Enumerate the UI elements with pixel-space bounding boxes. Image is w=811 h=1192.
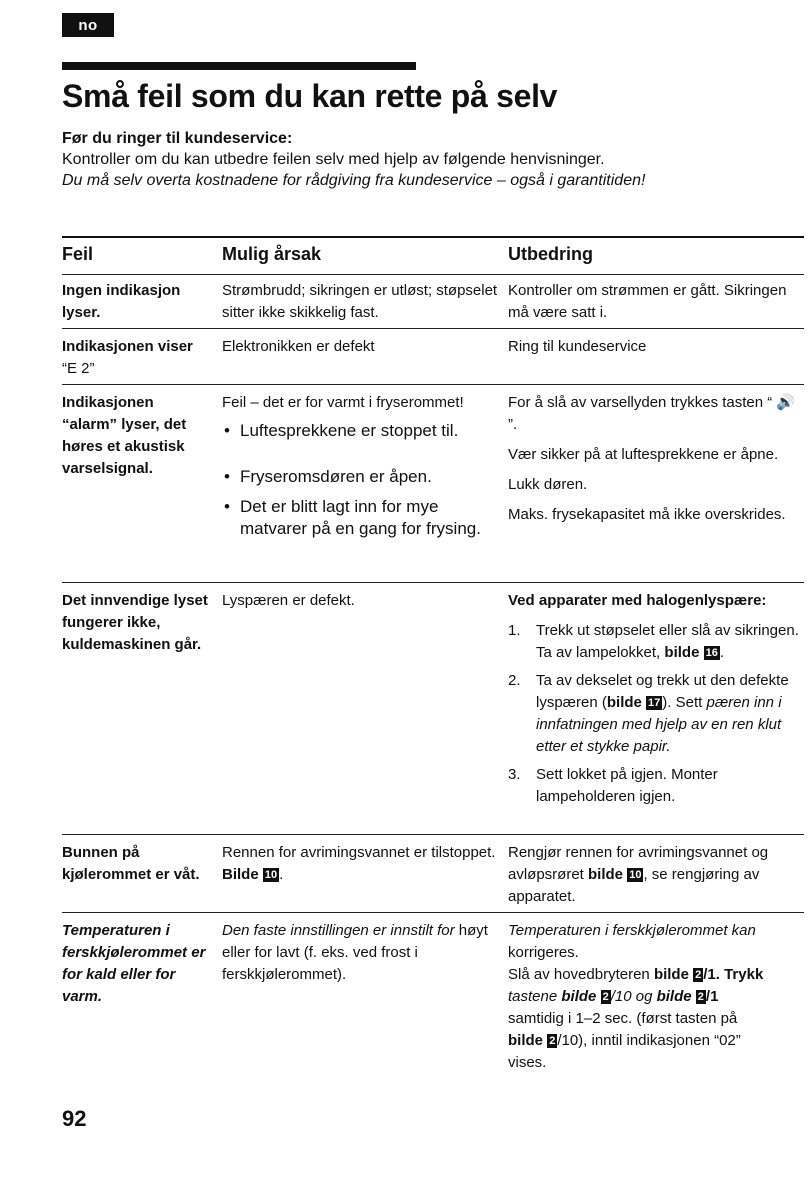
- step-text: Ta av dekselet og trekk ut den defekte lyspæren (: [536, 672, 789, 711]
- row6-arsak: [222, 920, 500, 986]
- list-item: [508, 670, 802, 758]
- row-separator: [62, 328, 804, 329]
- row5-utbedring: [508, 842, 802, 908]
- section-rule: [62, 62, 416, 70]
- row1-arsak: Strømbrudd; sikringen er utløst; støpselet sitter ikke skikkelig fast.: [222, 282, 498, 321]
- row4-feil: Det innvendige lyset fungerer ikke, kuldemaskinen går.: [62, 592, 208, 653]
- row6-feil: Temperaturen i ferskkjølerommet er for kald eller for varm.: [62, 922, 206, 1005]
- intro-line: Kontroller om du kan utbedre feilen selv med hjelp av følgende henvisninger.: [62, 151, 605, 168]
- column-header-arsak: Mulig årsak: [222, 244, 322, 264]
- figure-ref-label: bilde: [606, 694, 642, 711]
- row2-arsak: Elektronikken er defekt: [222, 338, 375, 355]
- list-item: [508, 764, 802, 808]
- row4-utbedring: [508, 590, 802, 814]
- row6-arsak-italic: Den faste innstillingen er innstilt for: [222, 922, 455, 939]
- figure-ref-label: bilde: [653, 966, 689, 983]
- figure-ref: 10: [629, 869, 642, 881]
- page-title: Små feil som du kan rette på selv: [62, 78, 558, 114]
- figure-ref-label: Bilde: [222, 866, 259, 883]
- row5-arsak: Rennen for avrimingsvannet er tilstoppet. Bilde 10 .: [222, 844, 496, 883]
- row5-utb-text: Rengjør rennen for avrimingsvannet og avløpsrøret: [508, 844, 769, 883]
- intro-heading: Før du ringer til kundeservice:: [62, 130, 293, 147]
- figure-ref: 2: [602, 991, 609, 1003]
- row6-utbedring: [508, 920, 802, 1074]
- list-item: • Fryseromsdøren er åpen.: [222, 466, 500, 488]
- row4-arsak: Lyspæren er defekt.: [222, 592, 355, 609]
- step-text: Sett lokket på igjen. Monter lampeholderen igjen.: [536, 766, 718, 805]
- row3-feil: Indikasjonen “alarm” lyser, det høres et akustisk varselsignal.: [62, 394, 187, 477]
- step-number: 3.: [508, 766, 521, 783]
- row6-utb-italic: /10 og: [610, 988, 653, 1005]
- row-separator: [62, 274, 804, 275]
- step-number: 2.: [508, 672, 521, 689]
- row6-utb-text: korrigeres.: [508, 944, 579, 961]
- intro-warning: Du må selv overta kostnadene for rådgiving fra kundeservice – også i garantitiden!: [62, 172, 646, 189]
- language-badge: no: [62, 13, 114, 37]
- row6-arsak-text: høyt eller for lavt (f. eks. ved frost i ferskkjølerommet).: [222, 922, 488, 983]
- step-number: 1.: [508, 622, 521, 639]
- row4-utb-heading: Ved apparater med halogenlyspære:: [508, 592, 767, 609]
- step-text-italic: pæren inn i innfatningen med hjelp av en ren klut etter et stykke papir.: [536, 694, 782, 755]
- row6-utb-italic: tastene: [508, 988, 558, 1005]
- column-header-feil: Feil: [62, 244, 94, 264]
- row5-utb-text: , se rengjøring av apparatet.: [508, 866, 760, 905]
- figure-ref: 2: [697, 991, 704, 1003]
- row2-feil-line2: “E 2”: [62, 360, 95, 377]
- column-header-utbedring: Utbedring: [508, 244, 593, 264]
- row3-arsak-list: [222, 420, 500, 540]
- row6-utb-text: samtidig i 1–2 sec. (først tasten på: [508, 1010, 738, 1027]
- figure-ref: 10: [264, 869, 278, 881]
- row6-utb-text: vises.: [508, 1054, 547, 1071]
- figure-ref: 2: [695, 969, 702, 981]
- row3-utb-4: Maks. frysekapasitet må ikke overskrides.: [508, 506, 786, 523]
- row-separator: [62, 582, 804, 583]
- row6-utb-italic: Temperaturen i ferskkjølerommet kan: [508, 922, 756, 939]
- header-rule: [62, 236, 804, 238]
- row5-feil: Bunnen på kjølerommet er våt.: [62, 844, 200, 883]
- figure-ref-label: bilde: [588, 866, 624, 883]
- page-number: 92: [62, 1106, 87, 1131]
- row3-utb-2: Vær sikker på at luftesprekkene er åpne.: [508, 446, 779, 463]
- row-separator: [62, 384, 804, 385]
- intro-block: [62, 128, 802, 191]
- row4-steps: [508, 620, 802, 808]
- row5-arsak-text: Rennen for avrimingsvannet er tilstoppet.: [222, 844, 496, 861]
- figure-ref-label: bilde: [561, 988, 597, 1005]
- list-item: • Luftesprekkene er stoppet til.: [222, 420, 500, 442]
- row6-utb-text: /1: [705, 988, 719, 1005]
- row3-arsak: [222, 392, 500, 548]
- step-text: ). Sett: [662, 694, 703, 711]
- row3-arsak-intro: Feil – det er for varmt i fryserommet!: [222, 394, 464, 411]
- row3-utbedring: [508, 392, 802, 526]
- row2-feil: [62, 336, 212, 380]
- figure-ref-label: bilde: [664, 644, 700, 661]
- row2-feil-line1: Indikasjonen viser: [62, 338, 193, 355]
- row3-utb-1: For å slå av varsellyden trykkes tasten “ 🔊 ”.: [508, 394, 796, 433]
- row6-utb-text: Slå av hovedbryteren: [508, 966, 650, 983]
- step-text: Trekk ut støpselet eller slå av sikringen. Ta av lampelokket,: [536, 622, 799, 661]
- row6-utb-text: /10), inntil indikasjonen “02”: [557, 1032, 741, 1049]
- row-separator: [62, 834, 804, 835]
- row3-utb-3: Lukk døren.: [508, 476, 588, 493]
- row6-utb-text: /1. Trykk: [703, 966, 764, 983]
- row-separator: [62, 912, 804, 913]
- list-item: 1. Trekk ut støpselet eller slå av sikringen. Ta av lampelokket, bilde 16 .: [508, 622, 799, 661]
- figure-ref-label: bilde: [508, 1032, 544, 1049]
- figure-ref: 17: [648, 697, 661, 709]
- list-item: • Det er blitt lagt inn for mye matvarer på en gang for frysing.: [222, 496, 500, 540]
- row1-feil: Ingen indikasjon lyser.: [62, 282, 181, 321]
- figure-ref: 16: [705, 647, 718, 659]
- figure-ref: 2: [549, 1035, 556, 1047]
- row2-utbedring: Ring til kundeservice: [508, 338, 647, 355]
- row1-utbedring: Kontroller om strømmen er gått. Sikringen må være satt i.: [508, 282, 787, 321]
- figure-ref-label: bilde: [656, 988, 692, 1005]
